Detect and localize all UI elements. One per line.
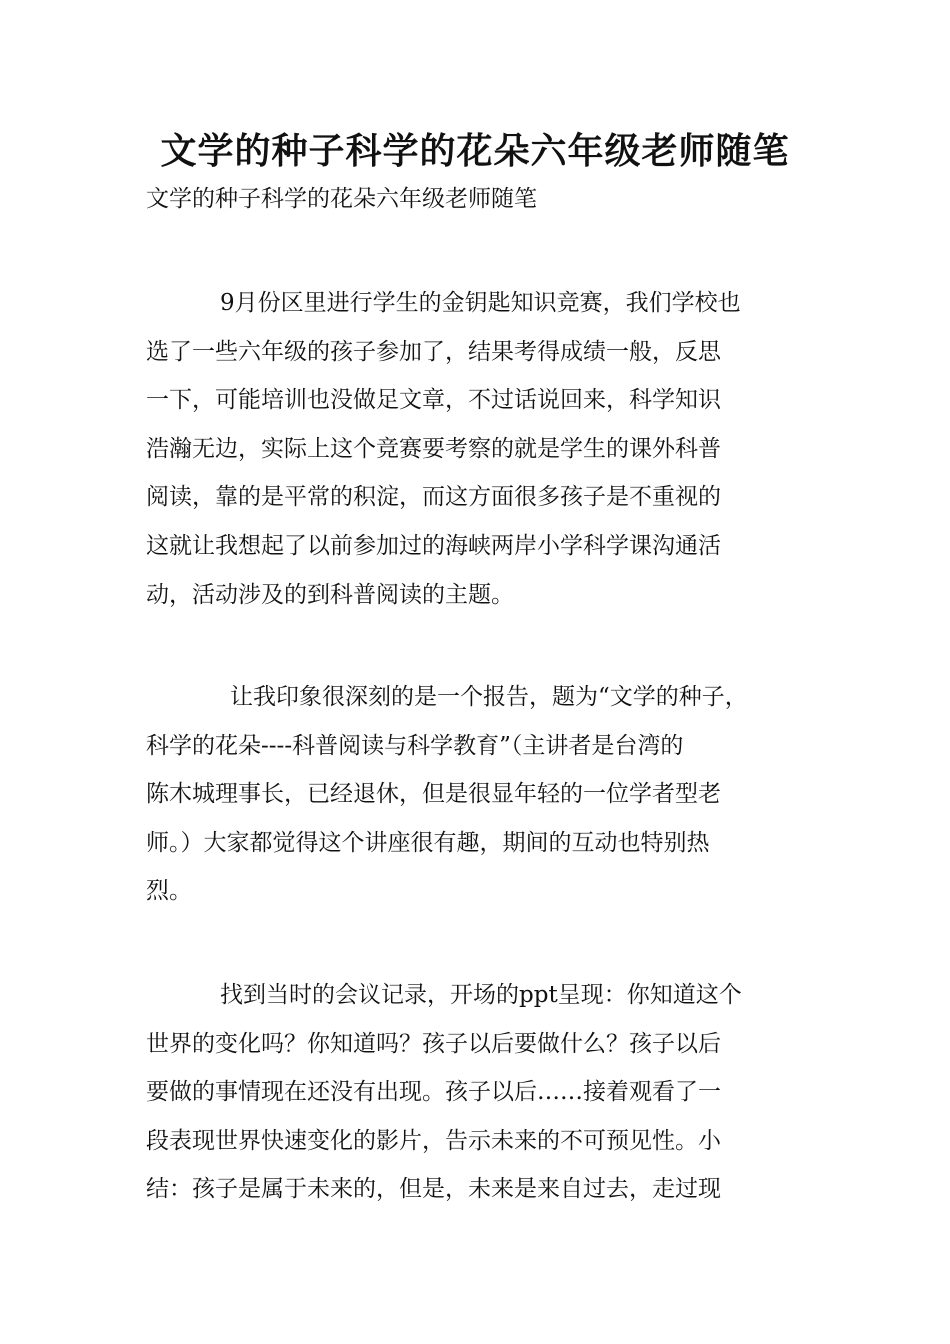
paragraph-1 — [146, 279, 818, 619]
paragraph-line: 段表现世界快速变化的影片，告示未来的不可预见性。小 — [146, 1127, 721, 1154]
paragraph-line: 结：孩子是属于未来的，但是，未来是来自过去，走过现 — [146, 1176, 721, 1203]
paragraph-line: 这就让我想起了以前参加过的海峡两岸小学科学课沟通活 — [146, 532, 721, 559]
paragraph-line: 要做的事情现在还没有出现。孩子以后……接着观看了一 — [146, 1079, 721, 1106]
paragraph-line: 浩瀚无边，实际上这个竞赛要考察的就是学生的课外科普 — [146, 435, 721, 462]
paragraph-line: 选了一些六年级的孩子参加了，结果考得成绩一般，反思 — [146, 338, 721, 365]
paragraph-line: 陈木城理事长，已经退休，但是很显年轻的一位学者型老 — [146, 781, 721, 808]
paragraph-line: 科学的花朵----科普阅读与科学教育”（主讲者是台湾的 — [146, 732, 684, 759]
paragraph-line: 让我印象很深刻的是一个报告，题为“文学的种子， — [230, 684, 748, 710]
paragraph-line: 动，活动涉及的到科普阅读的主题。 — [146, 581, 514, 608]
paragraph-line: 9月份区里进行学生的金钥匙知识竞赛，我们学校也 — [220, 290, 741, 316]
paragraph-2 — [146, 673, 818, 916]
paragraph-line: 师。）大家都觉得这个讲座很有趣，期间的互动也特别热 — [146, 829, 710, 856]
paragraph-line: 一下，可能培训也没做足文章，不过话说回来，科学知识 — [146, 387, 721, 414]
paragraph-line: 世界的变化吗？你知道吗？孩子以后要做什么？孩子以后 — [146, 1030, 721, 1057]
paragraph-line: 找到当时的会议记录，开场的ppt呈现：你知道这个 — [220, 982, 742, 1008]
document-title: 文学的种子科学的花朵六年级老师随笔 — [160, 131, 790, 172]
paragraph-3 — [146, 971, 818, 1214]
paragraph-line: 烈。 — [146, 878, 192, 905]
document-subtitle: 文学的种子科学的花朵六年级老师随笔 — [146, 186, 537, 212]
paragraph-line: 阅读，靠的是平常的积淀，而这方面很多孩子是不重视的 — [146, 484, 721, 511]
